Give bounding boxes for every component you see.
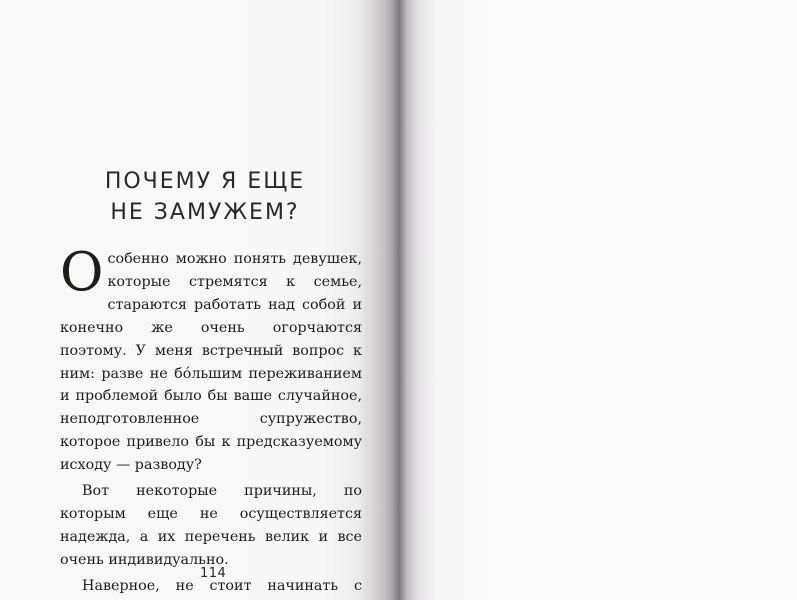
drop-cap-letter: О [60, 242, 104, 303]
body-paragraph: Наверное, не стоит начинать с [82, 577, 362, 594]
chapter-heading [60, 166, 350, 228]
paragraph-text: собенно можно понять девушек, которые стремятся к семье, стараются работать над собой и конечно же очень огорчаются поэтому. У меня встречный вопрос к ним: разве не бóльшим переживанием и проблемой было бы ваше случайное, неподготовленное супружество, которое привело бы к предсказуемому исходу — разводу? [60, 251, 362, 474]
right-page [398, 0, 797, 600]
body-paragraph [60, 242, 362, 477]
left-page-body [60, 242, 362, 600]
page-number-left: 114 [200, 566, 227, 581]
left-page [0, 0, 398, 600]
book-spine-shadow [392, 0, 406, 600]
chapter-heading-line-1: ПОЧЕМУ Я ЕЩЕ [104, 169, 306, 194]
chapter-heading-line-2: НЕ ЗАМУЖЕМ? [110, 200, 300, 225]
body-paragraph: Вот некоторые причины, по которым еще не осуществляется надежда, а их перечень велик и все очень индивидуально. [60, 483, 362, 568]
